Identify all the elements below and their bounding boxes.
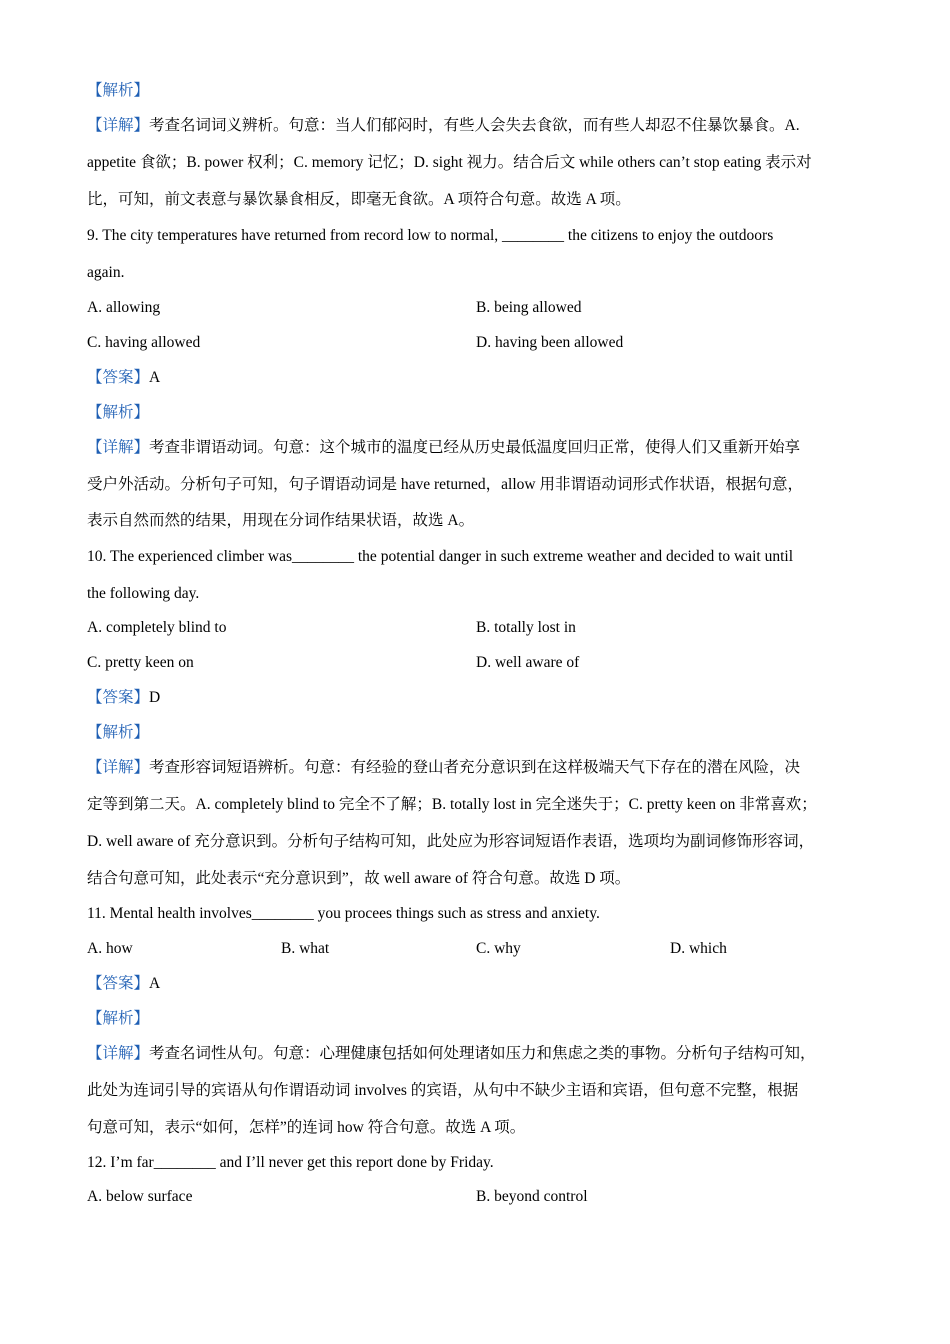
q11-option-d: D. which	[670, 940, 727, 957]
q9-detail-line-1: 【详解】考查非谓语动词。句意：这个城市的温度已经从历史最低温度回归正常，使得人们又重新开始享	[87, 439, 801, 456]
q9-detail-line-2: 受户外活动。分析句子可知，句子谓语动词是 have returned，allow 用非谓语动词形式作状语，根据句意，	[87, 476, 803, 493]
q8-analysis-tag: 【解析】	[87, 82, 150, 99]
q11-detail-line-2: 此处为连词引导的宾语从句作谓语动词 involves 的宾语，从句中不缺少主语和宾语，但句意不完整，根据	[87, 1082, 799, 1099]
q11-options-row	[87, 939, 870, 959]
q8-detail-line-3: 比，可知，前文表意与暴饮暴食相反，即毫无食欲。A 项符合句意。故选 A 项。	[87, 191, 631, 208]
q11-analysis-tag: 【解析】	[87, 1010, 150, 1027]
q11-detail-line-1: 【详解】考查名词性从句。句意：心理健康包括如何处理诸如压力和焦虑之类的事物。分析句子结构可知，	[87, 1045, 816, 1062]
q9-answer-value: A	[149, 369, 161, 386]
q10-options-row-1	[87, 618, 870, 638]
q9-option-c: C. having allowed	[87, 334, 201, 351]
q11-option-c: C. why	[476, 940, 521, 957]
q10-answer-tag: 【答案】	[87, 689, 150, 706]
q11-answer-tag: 【答案】	[87, 975, 150, 992]
q9-option-d: D. having been allowed	[476, 334, 624, 351]
q10-detail-line-2: 定等到第二天。A. completely blind to 完全不了解；B. totally lost in 完全迷失于；C. pretty keen on 非常喜欢；	[87, 796, 817, 813]
q11-option-a: A. how	[87, 940, 133, 957]
q10-answer	[87, 688, 870, 708]
q10-detail-tag: 【详解】	[87, 759, 150, 776]
q10-stem-line-2: the following day.	[87, 585, 200, 602]
q9-option-a: A. allowing	[87, 299, 161, 316]
q8-detail-line-1: 【详解】考查名词词义辨析。句意：当人们郁闷时，有些人会失去食欲，而有些人却忍不住暴饮暴食。A.	[87, 117, 800, 134]
q10-options-row-2	[87, 653, 870, 673]
q10-detail-line-3: D. well aware of 充分意识到。分析句子结构可知，此处应为形容词短语作表语，选项均为副词修饰形容词，	[87, 833, 815, 850]
q12-stem: 12. I’m far________ and I’ll never get this report done by Friday.	[87, 1154, 494, 1171]
q11-answer	[87, 974, 870, 994]
q12-option-a: A. below surface	[87, 1188, 193, 1205]
q10-analysis-tag: 【解析】	[87, 724, 150, 741]
q12-option-b: B. beyond control	[476, 1188, 588, 1205]
q11-option-b: B. what	[281, 940, 330, 957]
q8-detail-tag: 【详解】	[87, 117, 150, 134]
q9-detail-line-3: 表示自然而然的结果，用现在分词作结果状语，故选 A。	[87, 512, 475, 529]
q10-option-c: C. pretty keen on	[87, 654, 194, 671]
q10-option-a: A. completely blind to	[87, 619, 227, 636]
q8-detail-line-2: appetite 食欲；B. power 权利；C. memory 记忆；D. sight 视力。结合后文 while others can’t stop eating 表示对	[87, 154, 812, 171]
q11-detail-line-3: 句意可知，表示“如何，怎样”的连词 how 符合句意。故选 A 项。	[87, 1119, 526, 1136]
q11-answer-value: A	[149, 975, 161, 992]
q10-detail-line-1: 【详解】考查形容词短语辨析。句意：有经验的登山者充分意识到在这样极端天气下存在的潜在风险，决	[87, 759, 801, 776]
q10-option-d: D. well aware of	[476, 654, 580, 671]
q10-stem-line-1: 10. The experienced climber was________ the potential danger in such extreme weather and decided to wait until	[87, 548, 794, 565]
q10-option-b: B. totally lost in	[476, 619, 576, 636]
q9-stem-line-2: again.	[87, 264, 125, 281]
q10-answer-value: D	[149, 689, 161, 706]
q12-options-row	[87, 1187, 870, 1207]
q9-stem-line-1: 9. The city temperatures have returned from record low to normal, ________ the citizens to enjoy the outdoors	[87, 227, 774, 244]
q9-analysis-tag: 【解析】	[87, 404, 150, 421]
q9-detail-tag: 【详解】	[87, 439, 150, 456]
q11-stem: 11. Mental health involves________ you procees things such as stress and anxiety.	[87, 905, 600, 922]
q10-detail-line-4: 结合句意可知，此处表示“充分意识到”，故 well aware of 符合句意。故选 D 项。	[87, 870, 631, 887]
q9-answer	[87, 368, 870, 388]
q9-answer-tag: 【答案】	[87, 369, 150, 386]
q11-detail-tag: 【详解】	[87, 1045, 150, 1062]
q9-options-row-2	[87, 333, 870, 353]
q9-option-b: B. being allowed	[476, 299, 582, 316]
q9-options-row-1	[87, 298, 870, 318]
